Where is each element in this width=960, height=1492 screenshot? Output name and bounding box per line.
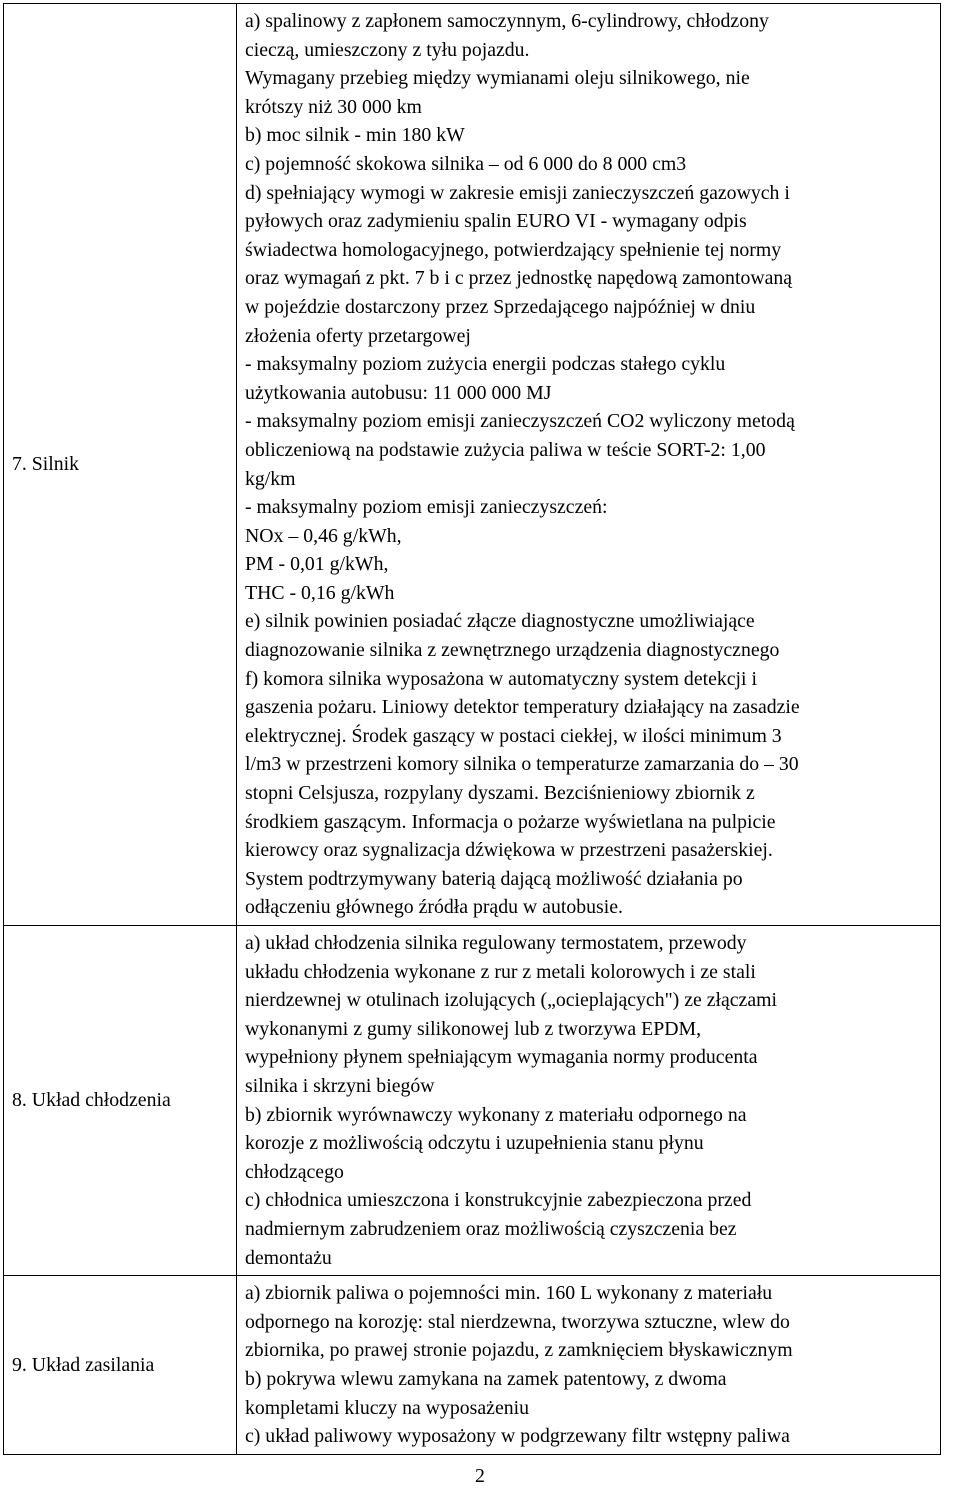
content-line: c) pojemność skokowa silnika – od 6 000 do 8 000 cm3: [245, 152, 687, 175]
table-row-fuel-system: [4, 1276, 941, 1455]
content-line: użytkowania autobusu: 11 000 000 MJ: [245, 381, 552, 404]
content-line: elektrycznej. Środek gaszący w postaci ciekłej, w ilości minimum 3: [245, 724, 782, 747]
content-line: chłodzącego: [245, 1160, 344, 1183]
content-line: odłączeniu głównego źródła prądu w autobusie.: [245, 896, 623, 919]
content-line: silnika i skrzyni biegów: [245, 1074, 435, 1097]
table-row-cooling-system: [4, 926, 941, 1276]
content-line: NOx – 0,46 g/kWh,: [245, 524, 402, 547]
content-line: odpornego na korozję: stal nierdzewna, tworzywa sztuczne, wlew do: [245, 1310, 790, 1333]
content-line: c) układ paliwowy wyposażony w podgrzewany filtr wstępny paliwa: [245, 1425, 790, 1448]
content-line: wykonanymi z gumy silikonowej lub z tworzywa EPDM,: [245, 1017, 702, 1040]
content-line: korozje z możliwością odczytu i uzupełnienia stanu płynu: [245, 1132, 704, 1155]
row-label: 7. Silnik: [4, 4, 237, 926]
content-line: THC - 0,16 g/kWh: [245, 581, 395, 604]
content-line: f) komora silnika wyposażona w automatyczny system detekcji i: [245, 667, 757, 690]
content-line: d) spełniający wymogi w zakresie emisji zanieczyszczeń gazowych i: [245, 181, 790, 204]
content-line: b) moc silnik - min 180 kW: [245, 124, 465, 147]
content-line: zbiornika, po prawej stronie pojazdu, z zamknięciem błyskawicznym: [245, 1339, 793, 1362]
content-line: kg/km: [245, 467, 296, 490]
content-line: gaszenia pożaru. Liniowy detektor temperatury działający na zasadzie: [245, 696, 800, 719]
content-line: stopni Celsjusza, rozpylany dyszami. Bezciśnieniowy zbiornik z: [245, 782, 755, 805]
table-row-engine: [4, 4, 941, 926]
content-line: a) spalinowy z zapłonem samoczynnym, 6-cylindrowy, chłodzony: [245, 10, 769, 32]
content-line: b) pokrywa wlewu zamykana na zamek patentowy, z dwoma: [245, 1367, 727, 1390]
content-line: a) układ chłodzenia silnika regulowany termostatem, przewody: [245, 932, 747, 954]
content-line: wypełniony płynem spełniającym wymagania normy producenta: [245, 1046, 758, 1069]
content-line: nadmiernym zabrudzeniem oraz możliwością czyszczenia bez: [245, 1217, 737, 1240]
content-line: - maksymalny poziom emisji zanieczyszczeń CO2 wyliczony metodą: [245, 410, 795, 433]
content-line: pyłowych oraz zadymieniu spalin EURO VI - wymagany odpis: [245, 210, 747, 233]
content-line: Wymagany przebieg między wymianami oleju silnikowego, nie: [245, 67, 750, 90]
row-content: [237, 4, 941, 926]
row-content: [237, 926, 941, 1276]
content-line: świadectwa homologacyjnego, potwierdzający spełnienie tej normy: [245, 238, 782, 261]
content-line: nierdzewnej w otulinach izolujących („ocieplających") ze złączami: [245, 989, 777, 1012]
content-line: l/m3 w przestrzeni komory silnika o temperaturze zamarzania do – 30: [245, 753, 799, 776]
row-label: 8. Układ chłodzenia: [4, 926, 237, 1276]
content-line: złożenia oferty przetargowej: [245, 324, 471, 347]
content-line: a) zbiornik paliwa o pojemności min. 160 L wykonany z materiału: [245, 1282, 773, 1305]
row-content: [237, 1276, 941, 1455]
content-line: b) zbiornik wyrównawczy wykonany z materiału odpornego na: [245, 1103, 747, 1126]
content-line: układu chłodzenia wykonane z rur z metali kolorowych i ze stali: [245, 960, 756, 983]
content-line: - maksymalny poziom emisji zanieczyszczeń:: [245, 496, 608, 519]
page-number: 2: [475, 1465, 485, 1487]
content-line: System podtrzymywany baterią dającą możliwość działania po: [245, 867, 743, 890]
content-line: PM - 0,01 g/kWh,: [245, 553, 389, 576]
content-line: diagnozowanie silnika z zewnętrznego urządzenia diagnostycznego: [245, 639, 780, 662]
spec-table: [3, 3, 941, 1455]
content-line: obliczeniową na podstawie zużycia paliwa w teście SORT-2: 1,00: [245, 438, 766, 461]
content-line: w pojeździe dostarczony przez Sprzedającego najpóźniej w dniu: [245, 295, 756, 318]
content-line: krótszy niż 30 000 km: [245, 95, 422, 118]
content-line: e) silnik powinien posiadać złącze diagnostyczne umożliwiające: [245, 610, 755, 633]
content-line: demontażu: [245, 1246, 332, 1269]
content-line: oraz wymagań z pkt. 7 b i c przez jednostkę napędową zamontowaną: [245, 267, 793, 290]
content-line: - maksymalny poziom zużycia energii podczas stałego cyklu: [245, 353, 726, 376]
content-line: cieczą, umieszczony z tyłu pojazdu.: [245, 38, 530, 61]
spec-table-body: [4, 4, 941, 1455]
content-line: kierowcy oraz sygnalizacja dźwiękowa w przestrzeni pasażerskiej.: [245, 839, 773, 862]
content-line: kompletami kluczy na wyposażeniu: [245, 1396, 529, 1419]
row-label: 9. Układ zasilania: [4, 1276, 237, 1455]
content-line: c) chłodnica umieszczona i konstrukcyjnie zabezpieczona przed: [245, 1189, 752, 1212]
content-line: środkiem gaszącym. Informacja o pożarze wyświetlana na pulpicie: [245, 810, 776, 833]
